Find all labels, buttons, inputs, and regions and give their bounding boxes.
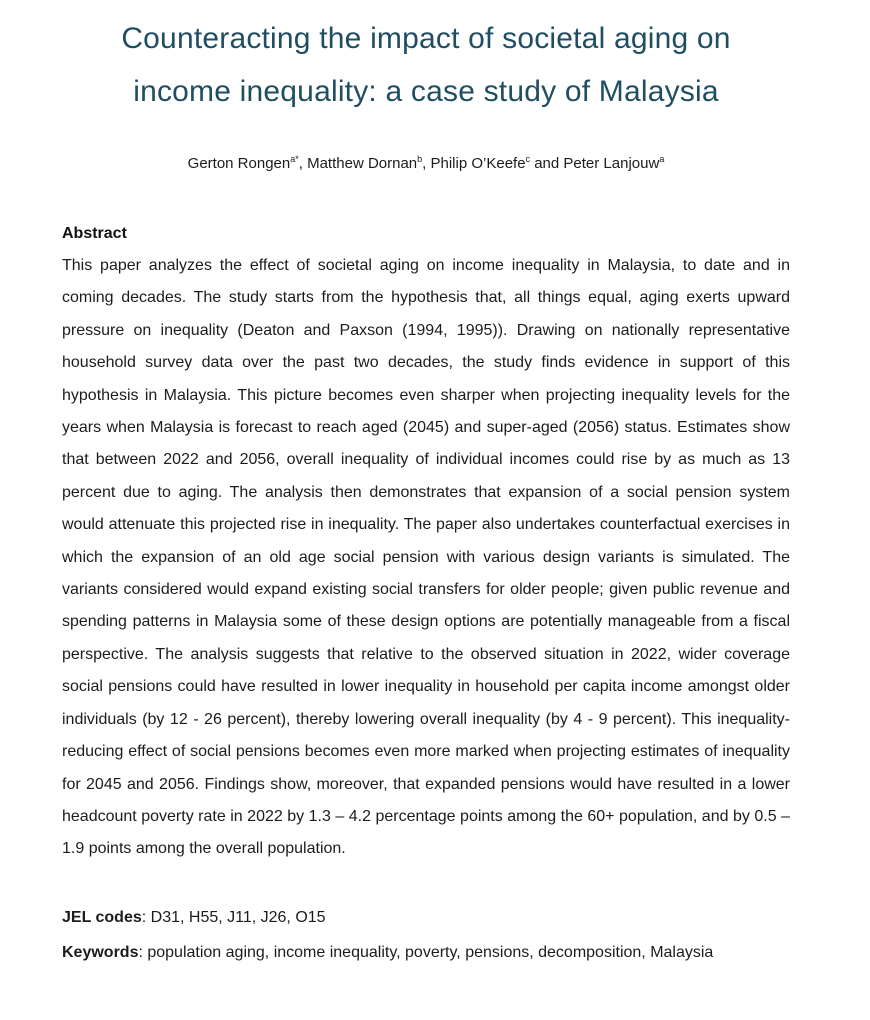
paper-title-line-1: Counteracting the impact of societal aging on: [121, 22, 731, 55]
author-affiliation-sup-4: a: [659, 154, 665, 164]
author-affiliation-sup-1: a*: [290, 154, 299, 164]
author-name-1: Gerton Rongen: [187, 155, 291, 172]
keywords-value: : population aging, income inequality, poverty, pensions, decomposition, Malaysia: [138, 943, 714, 961]
keywords-label: Keywords: [62, 943, 139, 961]
author-line: [62, 154, 790, 174]
paper-title: [62, 12, 790, 118]
abstract-heading: Abstract: [62, 225, 127, 242]
paper-title-line-2: income inequality: a case study of Malaysia: [133, 75, 719, 108]
author-name-2: , Matthew Dornan: [298, 155, 418, 172]
author-name-4: and Peter Lanjouw: [530, 155, 660, 172]
keywords-line: [62, 943, 790, 963]
author-affiliation-sup-3: c: [525, 154, 531, 164]
abstract-text: This paper analyzes the effect of societal aging on income inequality in Malaysia, to date and in coming decades. The study starts from the hypothesis that, all things equal, aging exerts upward pressure on inequality (Deaton and Paxson (1994, 1995)). Drawing on nationally representative household survey data over the past two decades, the study finds evidence in support of this hypothesis in Malaysia. This picture becomes even sharper when projecting inequality levels for the years when Malaysia is forecast to reach aged (2045) and super-aged (2056) status. Estimates show that between 2022 and 2056, overall inequality of individual incomes could rise by as much as 13 percent due to aging. The analysis then demonstrates that expansion of a social pension system would attenuate this projected rise in inequality. The paper also undertakes counterfactual exercises in which the expansion of an old age social pension with various design variants is simulated. The variants considered would expand existing social transfers for older people; given public revenue and spending patterns in Malaysia some of these design options are potentially manageable from a fiscal perspective. The analysis suggests that relative to the observed situation in 2022, wider coverage social pensions could have resulted in lower inequality in household per capita income amongst older individuals (by 12 - 26 percent), thereby lowering overall inequality (by 4 - 9 percent). This inequality-reducing effect of social pensions becomes even more marked when projecting estimates of inequality for 2045 and 2056. Findings show, moreover, that expanded pensions would have resulted in a lower headcount poverty rate in 2022 by 1.3 – 4.2 percentage points among the 60+ population, and by 0.5 – 1.9 points among the overall population.: [62, 257, 790, 858]
author-name-3: , Philip O’Keefe: [422, 155, 526, 172]
jel-codes-value: : D31, H55, J11, J26, O15: [141, 908, 326, 926]
jel-codes-line: [62, 908, 790, 928]
author-affiliation-sup-2: b: [417, 154, 423, 164]
jel-codes-label: JEL codes: [62, 908, 142, 926]
